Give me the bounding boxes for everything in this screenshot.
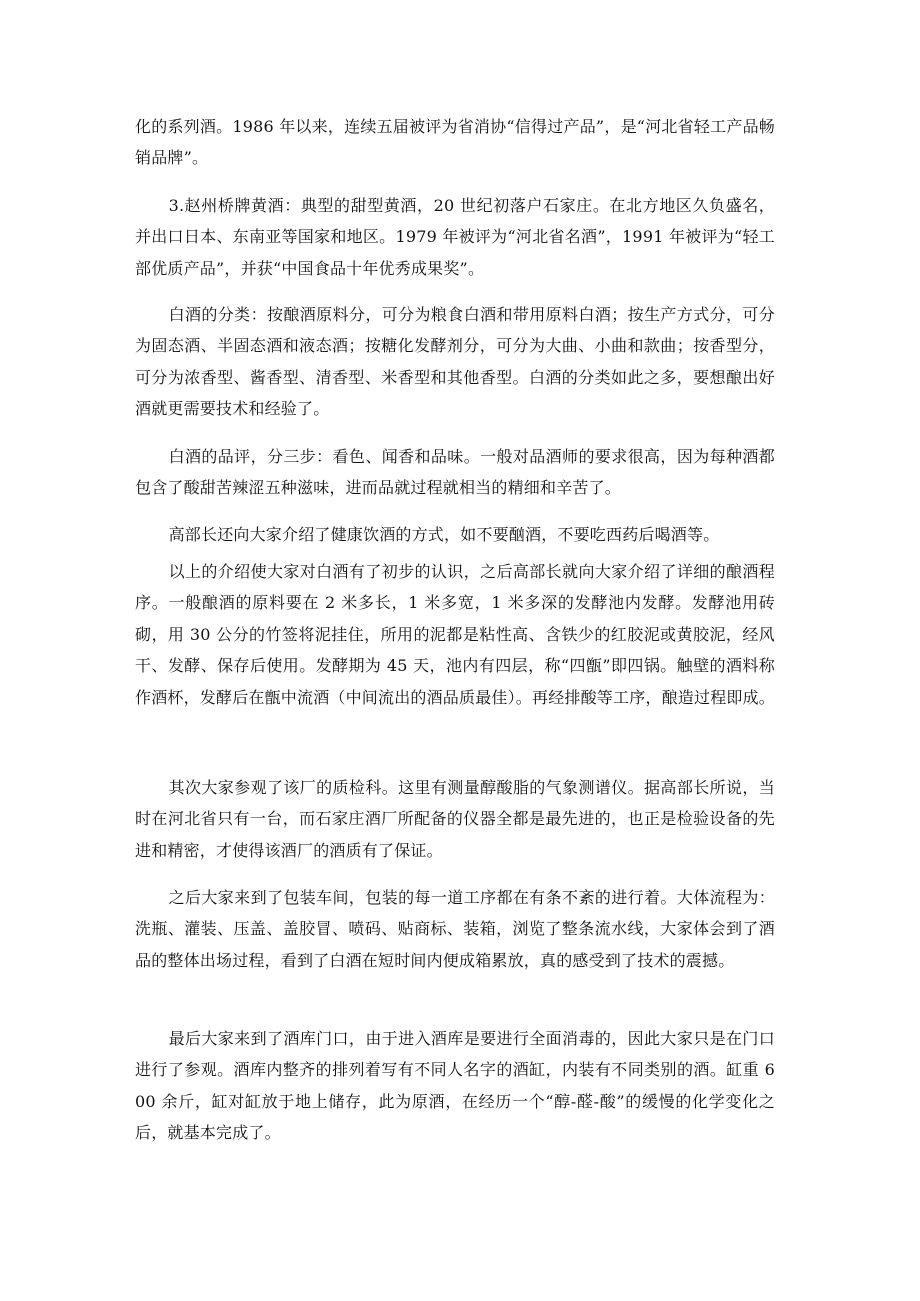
paragraph-zhaozhouqiao-huangjiu: 3.赵州桥牌黄酒：典型的甜型黄酒，20 世纪初落户石家庄。在北方地区久负盛名，并出口日本、东南亚等国家和地区。1979 年被评为“河北省名酒”，1991 年被评为“轻工部优质产品”，并获“中国食品十年优秀成果奖”。 bbox=[135, 196, 775, 278]
paragraph-brewing-process: 以上的介绍使大家对白酒有了初步的认识，之后高部长就向大家介绍了详细的酿酒程序。一般酿酒的原料要在 2 米多长，1 米多宽，1 米多深的发酵池内发酵。发酵池用砖砌，用 30 公分的竹签将泥挂住，所用的泥都是粘性高、含铁少的红胶泥或黄胶泥，经风干、发酵、保存后使用。发酵期为 45 天，池内有四层，称“四甑”即四锅。触壁的酒料称作酒杯，发酵后在甑中流酒（中间流出的酒品质最佳）。再经排酸等工序，酿造过程即成。 bbox=[135, 562, 776, 707]
paragraph-wine-storage: 最后大家来到了酒库门口，由于进入酒库是要进行全面消毒的，因此大家只是在门口进行了参观。酒库内整齐的排列着写有不同人名字的酒缸，内装有不同类别的酒。缸重 600 余斤，缸对缸放于地上储存，此为原酒，在经历一个“醇-醛-酸”的缓慢的化学变化之后，就基本完成了。 bbox=[135, 1029, 775, 1143]
paragraph-healthy-drinking: 高部长还向大家介绍了健康饮酒的方式，如不要酗酒，不要吃西药后喝酒等。 bbox=[168, 525, 720, 544]
paragraph-packaging-workshop: 之后大家来到了包装车间，包装的每一道工序都在有条不紊的进行着。大体流程为：洗瓶、灌装、压盖、盖胶冒、喷码、贴商标、装箱，浏览了整条流水线，大家体会到了酒品的整体出场过程，看到了白酒在短时间内便成箱累放，真的感受到了技术的震撼。 bbox=[135, 888, 775, 970]
paragraph-product-continuation: 化的系列酒。1986 年以来，连续五届被评为省消协“信得过产品”，是“河北省轻工产品畅销品牌”。 bbox=[135, 117, 775, 168]
paragraph-quality-inspection: 其次大家参观了该厂的质检科。这里有测量醇酸脂的气象测谱仪。据高部长所说，当时在河北省只有一台，而石家庄酒厂所配备的仪器全都是最先进的，也正是检验设备的先进和精密，才使得该酒厂的酒质有了保证。 bbox=[135, 778, 775, 860]
paragraph-baijiu-classification: 白酒的分类：按酿酒原料分，可分为粮食白酒和带用原料白酒；按生产方式分，可分为固态酒、半固态酒和液态酒；按糖化发酵剂分，可分为大曲、小曲和款曲；按香型分，可分为浓香型、酱香型、清香型、米香型和其他香型。白酒的分类如此之多，要想酿出好酒就更需要技术和经验了。 bbox=[135, 305, 775, 419]
paragraph-baijiu-tasting: 白酒的品评，分三步：看色、闻香和品味。一般对品酒师的要求很高，因为每种酒都包含了酸甜苦辣涩五种滋味，进而品就过程就相当的精细和辛苦了。 bbox=[135, 447, 775, 498]
